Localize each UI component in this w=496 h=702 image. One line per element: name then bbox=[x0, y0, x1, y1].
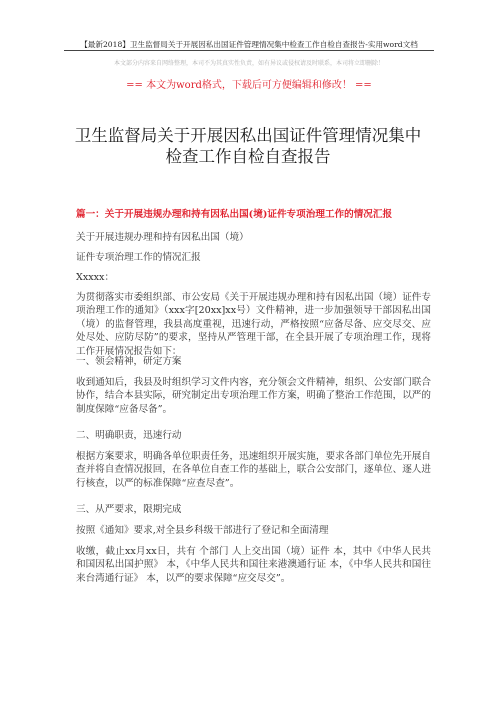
header-divider bbox=[64, 50, 434, 51]
running-header: 【最新2018】卫生监督局关于开展因私出国证件管理情况集中检查工作自检自查报告-实用word文档 bbox=[80, 40, 418, 49]
document-title: 卫生监督局关于开展因私出国证件管理情况集中检查工作自检自查报告 bbox=[74, 126, 422, 166]
subsection-heading: 三、从严要求，限期完成 bbox=[76, 504, 182, 515]
disclaimer-text: 本文部分内容来自网络整理，本司不为其真实性负责，如有异议或侵权请及时联系，本司将立即删除！ bbox=[113, 60, 384, 67]
section-heading: 篇一：关于开展违规办理和持有因私出国(境)证件专项治理工作的情况汇报 bbox=[76, 209, 393, 220]
paragraph: 收到通知后，我县及时组织学习文件内容，充分领会文件精神，组织、公安部门联合协作，结合本县实际，研究制定出专项治理工作方案，明确了整治工作范围，以严的制度保障“应备尽备”。 bbox=[76, 377, 431, 415]
subsection-heading: 二、明确职责，迅速行动 bbox=[76, 430, 182, 441]
paragraph: Xxxxx： bbox=[76, 272, 115, 283]
paragraph: 为贯彻落实市委组织部、市公安局《关于开展违规办理和持有因私出国（境）证件专项治理工作的通知》（xxx字[20xx]xx号）文件精神，进一步加强领导干部因私出国（境）的监督管理，我县高度重视，迅速行动，严格按照“应备尽备、应交尽交、应处尽处、应防尽防”的要求，坚持从严管理干部，在全县开展了专项治理工作，现将工作开展情况报告如下： bbox=[76, 292, 431, 357]
paragraph: 根据方案要求，明确各单位职责任务，迅速组织开展实施，要求各部门单位先开展自查并将自查情况报回，在各单位自查工作的基础上，联合公安部门，逐单位、逐人进行核查，以严的标准保障“应查尽查”。 bbox=[76, 451, 431, 489]
paragraph: 按照《通知》要求,对全县乡科级干部进行了登记和全面清理 bbox=[76, 525, 329, 536]
paragraph: 证件专项治理工作的情况汇报 bbox=[76, 252, 201, 263]
paragraph: 收缴，截止xx月xx日，共有 个部门 人上交出国（境）证件 本，其中《中华人民共和国因私出国护照》 本，《中华人民共和国往来港澳通行证 本，《中华人民共和国往来台湾通行证》 本，以严的要求保障“应交尽交”。 bbox=[76, 546, 431, 584]
word-format-notice: == 本文为word格式，下载后可方便编辑和修改！ == bbox=[126, 80, 372, 91]
subsection-heading: 一、领会精神，研定方案 bbox=[76, 356, 182, 367]
paragraph: 关于开展违规办理和持有因私出国（境） bbox=[76, 232, 249, 243]
